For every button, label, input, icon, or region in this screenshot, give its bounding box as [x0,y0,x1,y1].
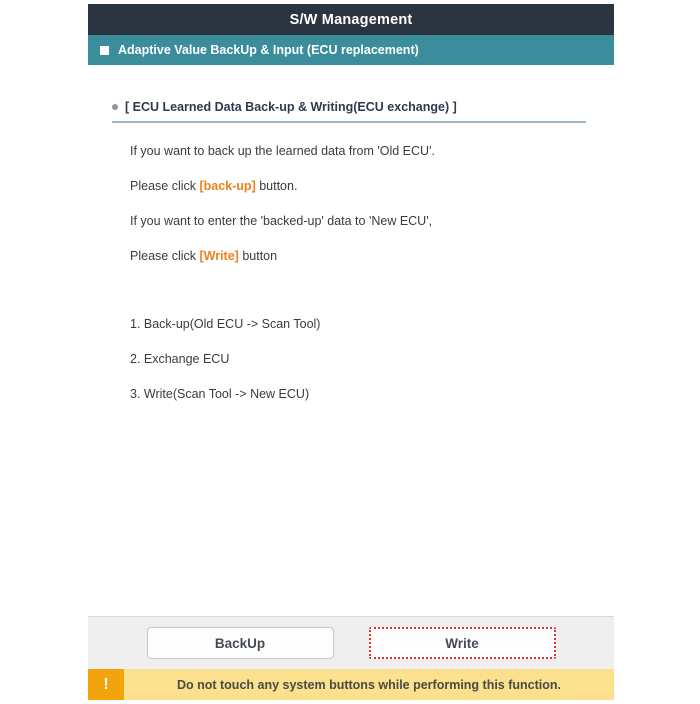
write-button[interactable]: Write [369,627,556,659]
instruction-line [130,203,614,238]
backup-keyword: [back-up] [199,178,256,193]
subheader-label: Adaptive Value BackUp & Input (ECU replacement) [118,43,419,57]
backup-button[interactable]: BackUp [147,627,334,659]
instruction-text: button [238,248,278,263]
step-text: 2. Exchange ECU [130,351,230,366]
section-title: [ ECU Learned Data Back-up & Writing(ECU exchange) ] [125,100,457,114]
subheader-bar [88,35,614,65]
instruction-text: If you want to enter the 'backed-up' data to 'New ECU', [130,213,433,228]
exclamation-icon: ! [88,669,124,700]
step-item [130,341,614,376]
step-item [130,306,614,341]
instruction-paragraphs [88,133,614,273]
content-area [88,65,614,616]
section-header [112,65,586,123]
warning-bar [88,669,614,700]
write-keyword: [Write] [199,248,239,263]
procedure-steps [88,306,614,411]
square-bullet-icon [100,46,109,55]
circle-bullet-icon [112,104,118,110]
instruction-line [130,133,614,168]
step-text: 1. Back-up(Old ECU -> Scan Tool) [130,316,321,331]
warning-message: Do not touch any system buttons while performing this function. [176,677,562,692]
app-window [88,4,614,700]
instruction-text: Please click [130,248,200,263]
instruction-line [130,168,614,203]
instruction-text: If you want to back up the learned data from 'Old ECU'. [130,143,435,158]
instruction-line [130,238,614,273]
button-bar [88,616,614,669]
titlebar [88,4,614,35]
instruction-text: Please click [130,178,200,193]
instruction-text: button. [255,178,298,193]
step-item [130,376,614,411]
page-title: S/W Management [289,11,413,28]
step-text: 3. Write(Scan Tool -> New ECU) [130,386,310,401]
